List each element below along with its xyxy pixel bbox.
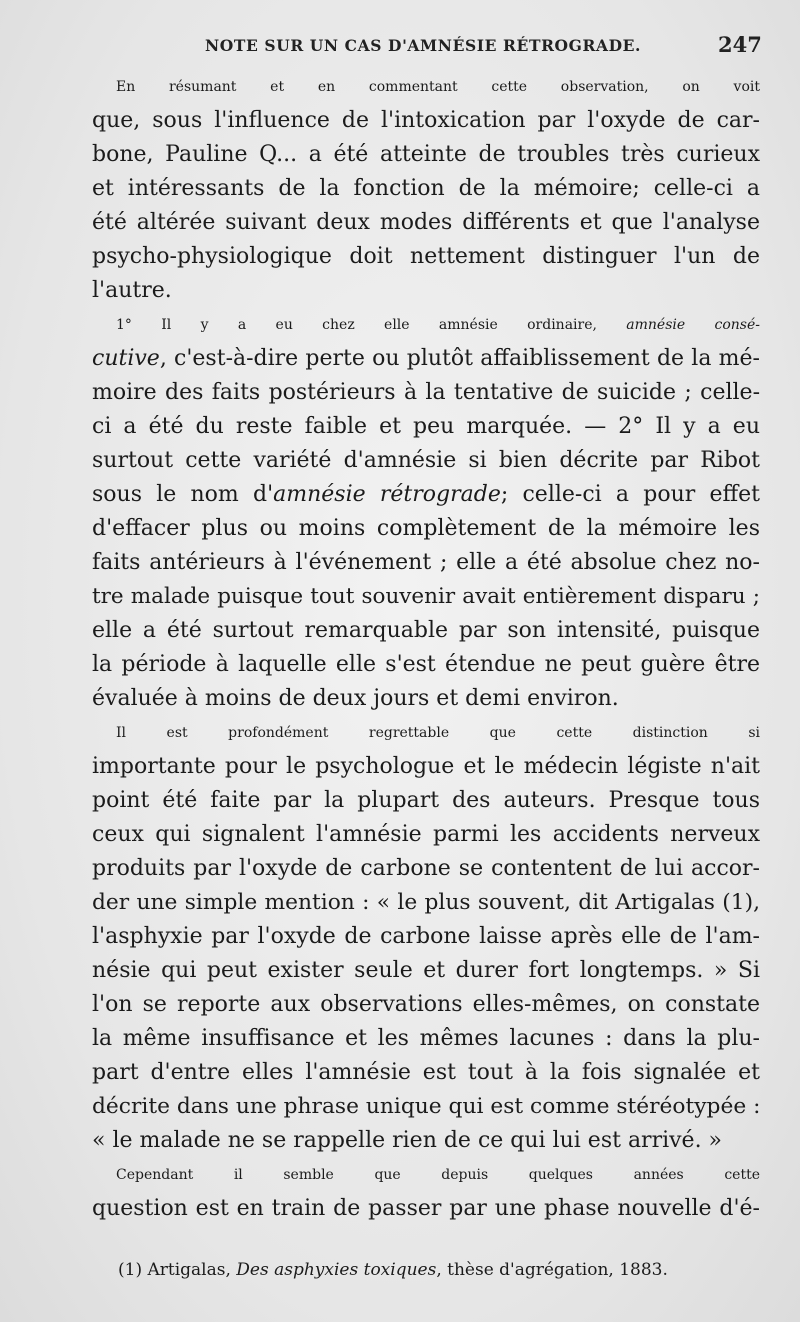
text-line (92, 308, 760, 342)
text-line: produits par l'oxyde de carbone se contentent de lui accor- (92, 856, 760, 881)
text-line: tre malade puisque tout souvenir avait entièrement disparu ; (92, 584, 760, 609)
text-line: « le malade ne se rappelle rien de ce qui lui est arrivé. » (92, 1128, 723, 1153)
text-segment: sous le nom d' (92, 482, 274, 507)
text-line: point été faite par la plupart des auteurs. Presque tous (92, 788, 760, 813)
text-line: elle a été surtout remarquable par son intensité, puisque (92, 618, 760, 643)
footnote-marker: (1) Artigalas, (118, 1260, 237, 1280)
text-line: der une simple mention : « le plus souvent, dit Artigalas (1), (92, 890, 760, 915)
text-line: nésie qui peut exister seule et durer fort longtemps. » Si (92, 958, 760, 983)
italic-term: amnésie consé- (626, 317, 760, 333)
footnote-rest: , thèse d'agrégation, 1883. (436, 1260, 668, 1280)
text-line: part d'entre elles l'amnésie est tout à la fois signalée et (92, 1060, 760, 1085)
text-line: décrite dans une phrase unique qui est comme stéréotypée : (92, 1094, 761, 1119)
italic-term: amnésie rétrograde (273, 482, 501, 507)
text-line: la période à laquelle elle s'est étendue ne peut guère être (92, 652, 760, 677)
text-line: importante pour le psychologue et le médecin légiste n'ait (92, 754, 760, 779)
text-line: que, sous l'influence de l'intoxication par l'oxyde de car- (92, 108, 760, 133)
text-line: ceux qui signalent l'amnésie parmi les accidents nerveux (92, 822, 760, 847)
running-head: NOTE SUR UN CAS D'AMNÉSIE RÉTROGRADE. (205, 36, 642, 55)
text-line: l'asphyxie par l'oxyde de carbone laisse après elle de l'am- (92, 924, 760, 949)
italic-term: cutive (92, 346, 160, 371)
text-line: d'effacer plus ou moins complètement de la mémoire les (92, 516, 760, 541)
footnote-title: Des asphyxies toxiques (236, 1260, 437, 1280)
text-line: évaluée à moins de deux jours et demi environ. (92, 686, 619, 711)
text-line: été altérée suivant deux modes différents et que l'analyse (92, 210, 760, 235)
text-line: et intéressants de la fonction de la mémoire; celle-ci a (92, 176, 760, 201)
text-line: ci a été du reste faible et peu marquée. — 2° Il y a eu (92, 414, 760, 439)
text-line: moire des faits postérieurs à la tentative de suicide ; celle- (92, 380, 760, 405)
text-segment: , c'est-à-dire perte ou plutôt affaiblissement de la mé- (159, 346, 760, 371)
page-number: 247 (718, 32, 762, 57)
text-line: surtout cette variété d'amnésie si bien décrite par Ribot (92, 448, 760, 473)
text-line: Il est profondément regrettable que cette distinction si (116, 725, 760, 741)
paragraph-2 (92, 308, 760, 716)
text-line (92, 342, 760, 376)
text-segment: 1° Il y a eu chez elle amnésie ordinaire, (116, 317, 627, 333)
text-line: bone, Pauline Q... a été atteinte de troubles très curieux (92, 142, 760, 167)
text-line: Cependant il semble que depuis quelques années cette (116, 1167, 760, 1183)
text-line: En résumant et en commentant cette observation, on voit (116, 79, 760, 95)
text-line (92, 478, 760, 512)
text-segment: ; celle-ci a pour effet (500, 482, 761, 507)
paragraph-4 (92, 1158, 760, 1226)
text-line: la même insuffisance et les mêmes lacunes : dans la plu- (92, 1026, 760, 1051)
text-line: question est en train de passer par une phase nouvelle d'é- (92, 1196, 760, 1221)
footnote (118, 1258, 738, 1282)
body-text (92, 70, 760, 1226)
text-line: l'autre. (92, 278, 172, 303)
text-line: faits antérieurs à l'événement ; elle a été absolue chez no- (92, 550, 760, 575)
text-line: l'on se reporte aux observations elles-mêmes, on constate (92, 992, 760, 1017)
page-header (0, 32, 800, 60)
text-line: psycho-physiologique doit nettement distinguer l'un de (92, 244, 760, 269)
paragraph-3 (92, 716, 760, 1158)
paragraph-1 (92, 70, 760, 308)
